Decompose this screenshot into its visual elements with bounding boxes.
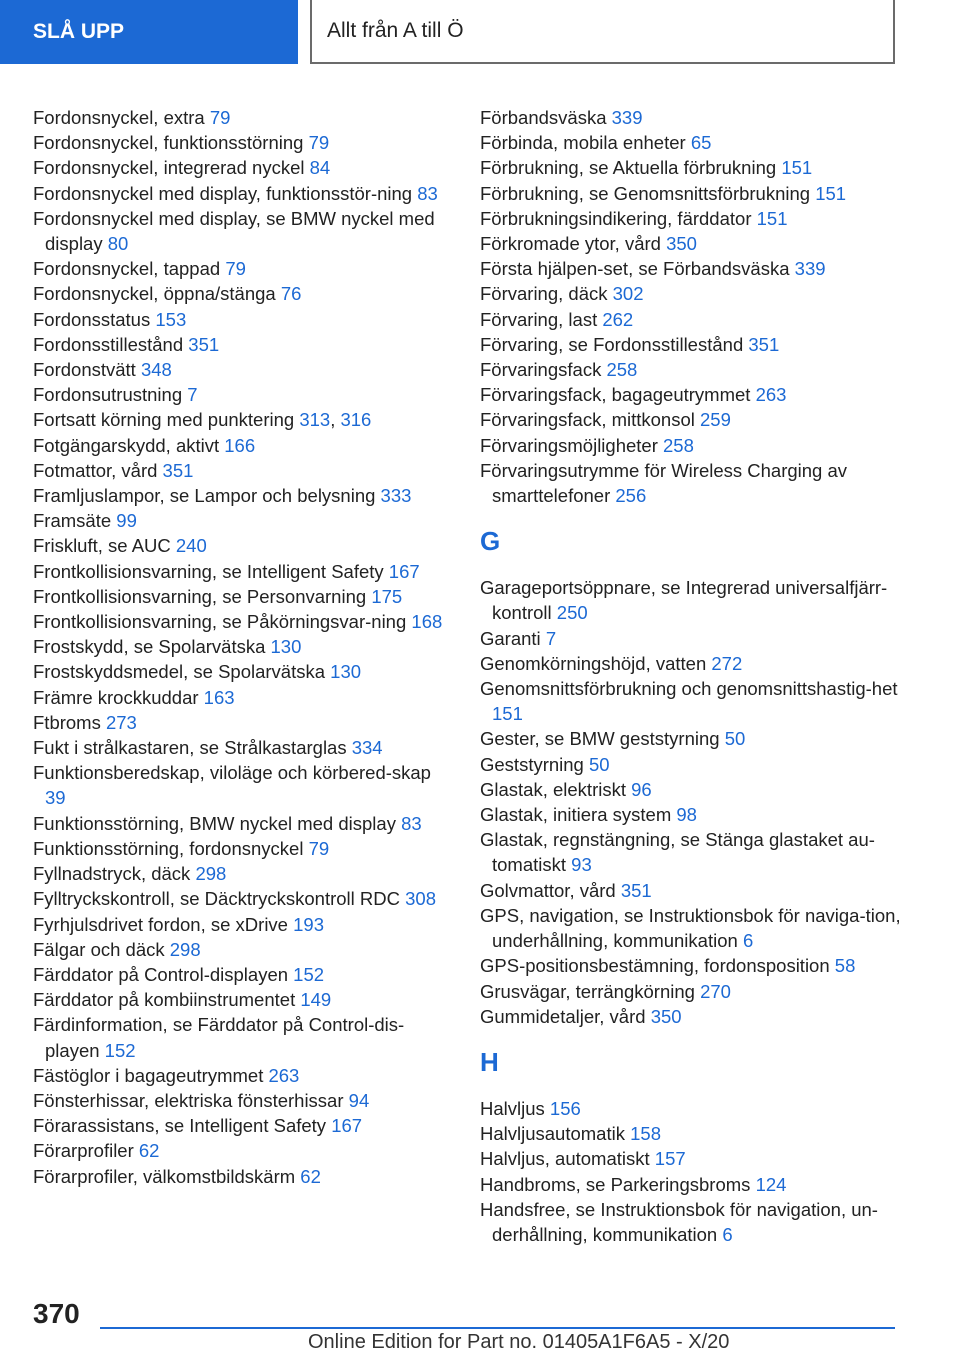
index-entry-text: Genomkörningshöjd, vatten bbox=[480, 652, 712, 674]
index-entry bbox=[480, 1172, 910, 1197]
index-entry-text: Förkromade ytor, vård bbox=[480, 233, 667, 255]
index-entry bbox=[33, 105, 453, 130]
page-link[interactable]: 130 bbox=[330, 661, 362, 683]
index-entry bbox=[480, 1197, 910, 1247]
index-entry bbox=[480, 726, 910, 751]
index-entry-text: Förvaring, last bbox=[480, 308, 603, 330]
index-entry bbox=[33, 1138, 453, 1163]
index-entry bbox=[33, 256, 453, 281]
index-column-left bbox=[33, 105, 453, 1189]
index-entry-text: Halvljusautomatik bbox=[480, 1123, 631, 1145]
index-entry bbox=[33, 1113, 453, 1138]
page-link[interactable]: 50 bbox=[724, 728, 746, 750]
index-entry-text: Förvaringsmöjligheter bbox=[480, 434, 664, 456]
index-entry-text: Funktionsstörning, BMW nyckel med display bbox=[33, 812, 402, 834]
page-link[interactable]: 351 bbox=[162, 459, 194, 481]
index-entry bbox=[33, 281, 453, 306]
index-entry bbox=[33, 735, 453, 760]
page-link[interactable]: 262 bbox=[602, 308, 634, 330]
index-entry-text: Fordonsnyckel, tappad bbox=[33, 258, 226, 280]
index-entry bbox=[33, 710, 453, 735]
index-entry-text: Färdinformation, se Färddator på Control-dis-playen bbox=[33, 1014, 405, 1061]
index-entry bbox=[480, 206, 910, 231]
index-entry-text: Fyrhjulsdrivet fordon, se xDrive bbox=[33, 913, 294, 935]
index-entry-text: Fotmattor, vård bbox=[33, 459, 163, 481]
index-entry-text: Fordonsnyckel, extra bbox=[33, 107, 210, 128]
index-entry bbox=[480, 626, 910, 651]
index-entry bbox=[480, 382, 910, 407]
page-link[interactable]: 151 bbox=[756, 207, 788, 229]
index-entry-text: Golvmattor, vård bbox=[480, 879, 621, 901]
index-column-right bbox=[480, 105, 910, 1247]
page-link[interactable]: 153 bbox=[155, 308, 187, 330]
page-link[interactable]: 65 bbox=[690, 132, 712, 154]
index-entry-text: Förvaringsfack, mittkonsol bbox=[480, 409, 701, 431]
page-link[interactable]: 308 bbox=[405, 888, 436, 910]
index-entry bbox=[33, 458, 453, 483]
index-entry-text: Förvaring, se Fordonsstillestånd bbox=[480, 333, 749, 355]
section-tab-label: SLÅ UPP bbox=[33, 20, 125, 43]
index-entry-text: Fyllnadstryck, däck bbox=[33, 863, 196, 885]
index-entry-text: Garanti bbox=[480, 627, 546, 649]
page-link[interactable]: 79 bbox=[225, 258, 246, 280]
page-link[interactable]: 151 bbox=[492, 703, 523, 725]
index-entry bbox=[480, 155, 910, 180]
index-entry-text: Fordonsstillestånd bbox=[33, 333, 189, 355]
index-entry bbox=[480, 827, 910, 877]
index-entry-text: Funktionsberedskap, viloläge och körbered-skap bbox=[33, 762, 431, 784]
index-entry-text: Frostskydd, se Spolarvätska bbox=[33, 636, 271, 658]
index-entry bbox=[33, 886, 453, 911]
page-link[interactable]: 298 bbox=[195, 863, 227, 885]
page-link[interactable]: 149 bbox=[300, 989, 332, 1011]
page-link[interactable]: 334 bbox=[351, 737, 383, 759]
page-link[interactable]: 240 bbox=[175, 535, 207, 557]
index-entry bbox=[480, 1146, 910, 1171]
index-entry bbox=[480, 1004, 910, 1029]
index-entry bbox=[480, 878, 910, 903]
index-entry-text: Färddator på Control-displayen bbox=[33, 963, 294, 985]
index-entry bbox=[480, 281, 910, 306]
page-link[interactable]: 351 bbox=[620, 879, 652, 901]
page-link[interactable]: 193 bbox=[293, 913, 324, 935]
index-entry bbox=[33, 685, 453, 710]
index-entry bbox=[33, 609, 453, 634]
index-entry-text: Förarassistans, se Intelligent Safety bbox=[33, 1115, 332, 1137]
section-title: Allt från A till Ö bbox=[327, 19, 464, 42]
index-entry-text: Gester, se BMW geststyrning bbox=[480, 728, 725, 750]
section-tab[interactable] bbox=[0, 0, 298, 64]
index-entry bbox=[33, 659, 453, 684]
index-entry-text: Förbinda, mobila enheter bbox=[480, 132, 691, 154]
index-entry-text: Förvaringsfack bbox=[480, 359, 607, 381]
index-entry bbox=[480, 332, 910, 357]
index-entry-text: Förbrukning, se Genomsnittsförbrukning bbox=[480, 182, 816, 204]
section-title-box bbox=[310, 0, 895, 64]
index-entry-text: Glastak, initiera system bbox=[480, 804, 677, 826]
page-link[interactable]: 316 bbox=[340, 409, 372, 431]
index-entry bbox=[33, 533, 453, 558]
page-link[interactable]: 270 bbox=[700, 980, 731, 1002]
index-entry bbox=[33, 433, 453, 458]
index-entry bbox=[480, 802, 910, 827]
page-link[interactable]: 130 bbox=[270, 636, 302, 658]
page-link[interactable]: 50 bbox=[589, 753, 610, 775]
index-entry bbox=[33, 584, 453, 609]
page-link[interactable]: 158 bbox=[630, 1123, 661, 1145]
page-link[interactable]: 258 bbox=[606, 359, 638, 381]
page-link[interactable]: 350 bbox=[650, 1005, 682, 1027]
index-entry bbox=[33, 861, 453, 886]
page-link[interactable]: 94 bbox=[348, 1089, 370, 1111]
index-entry-text: Fukt i strålkastaren, se Strålkastarglas bbox=[33, 737, 352, 759]
index-entry: Fortsatt körning med punktering 313, 316 bbox=[33, 409, 372, 431]
index-entry-text: Fordonsstatus bbox=[33, 308, 156, 330]
index-entry-text: Fortsatt körning med punktering bbox=[33, 409, 300, 431]
index-letter-heading: H bbox=[480, 1046, 499, 1077]
index-entry bbox=[480, 1096, 910, 1121]
index-entry bbox=[33, 508, 453, 533]
page-link[interactable]: 298 bbox=[169, 938, 201, 960]
index-entry bbox=[33, 307, 453, 332]
page-link[interactable]: 166 bbox=[224, 434, 256, 456]
index-entry-text: Fordonsutrustning bbox=[33, 384, 188, 406]
index-entry-text: GPS, navigation, se Instruktionsbok för naviga-tion, underhållning, kommunikation bbox=[480, 904, 901, 952]
index-entry bbox=[480, 903, 910, 953]
page-link[interactable]: 250 bbox=[556, 602, 588, 624]
page-link[interactable]: 80 bbox=[107, 233, 129, 255]
page-link[interactable]: 258 bbox=[663, 434, 694, 456]
index-entry bbox=[33, 155, 453, 180]
index-entry bbox=[33, 357, 453, 382]
index-entry-text: Fästöglor i bagageutrymmet bbox=[33, 1064, 269, 1086]
index-entry bbox=[33, 760, 453, 810]
index-entry bbox=[33, 836, 453, 861]
index-entry-text: Förvaringsfack, bagageutrymmet bbox=[480, 384, 756, 406]
page-link[interactable]: 175 bbox=[371, 585, 403, 607]
index-entry-text: GPS-positionsbestämning, fordonsposition bbox=[480, 955, 835, 977]
index-entry bbox=[480, 130, 910, 155]
index-entry bbox=[33, 181, 453, 206]
index-entry bbox=[33, 634, 453, 659]
page-link[interactable]: 39 bbox=[45, 787, 66, 809]
index-entry-text: Genomsnittsförbrukning och genomsnittshastig-het bbox=[480, 678, 898, 700]
index-entry-text: Fotgängarskydd, aktivt bbox=[33, 434, 225, 456]
index-entry bbox=[33, 382, 453, 407]
index-entry-text: Funktionsstörning, fordonsnyckel bbox=[33, 837, 309, 859]
index-entry-text: Halvljus bbox=[480, 1097, 550, 1119]
index-entry-text: Framljuslampor, se Lampor och belysning bbox=[33, 485, 381, 507]
index-entry bbox=[33, 206, 453, 256]
page-link[interactable]: 263 bbox=[268, 1064, 300, 1086]
page-link[interactable]: 339 bbox=[611, 107, 643, 128]
footer-divider bbox=[100, 1327, 895, 1329]
index-entry-text: Halvljus, automatiskt bbox=[480, 1148, 655, 1170]
page-link[interactable]: 256 bbox=[615, 485, 647, 507]
index-entry bbox=[480, 458, 910, 508]
page-link[interactable]: 333 bbox=[380, 485, 412, 507]
index-entry-text: Främre krockkuddar bbox=[33, 686, 204, 708]
index-entry-text: Fordonsnyckel, funktionsstörning bbox=[33, 132, 309, 154]
index-entry-text: Garageportsöppnare, se Integrerad universalfjärr-kontroll bbox=[480, 577, 888, 624]
index-entry bbox=[33, 1012, 453, 1062]
page-link[interactable]: 76 bbox=[280, 283, 302, 305]
index-entry bbox=[33, 962, 453, 987]
page-link[interactable]: 302 bbox=[612, 283, 644, 305]
index-entry-text: Glastak, elektriskt bbox=[480, 778, 632, 800]
page-link[interactable]: 6 bbox=[742, 930, 754, 952]
page-link[interactable]: 7 bbox=[545, 627, 557, 649]
index-entry-text: Fordonstvätt bbox=[33, 359, 141, 381]
page-link[interactable]: 152 bbox=[104, 1039, 136, 1061]
index-entry-text: Förvaring, däck bbox=[480, 283, 613, 305]
page-link[interactable]: 151 bbox=[815, 182, 847, 204]
index-entry-text: Handbroms, se Parkeringsbroms bbox=[480, 1173, 756, 1195]
index-entry bbox=[33, 1164, 453, 1189]
page-link[interactable]: 313 bbox=[299, 409, 331, 431]
page-link[interactable]: 348 bbox=[140, 359, 172, 381]
page-link[interactable]: 152 bbox=[293, 963, 325, 985]
index-entry-text: Förvaringsutrymme för Wireless Charging av smarttelefoner bbox=[480, 459, 848, 507]
index-entry-text: Glastak, regnstängning, se Stänga glastaket au-tomatiskt bbox=[480, 829, 875, 876]
index-entry-text: Gummidetaljer, vård bbox=[480, 1005, 651, 1027]
index-entry bbox=[480, 181, 910, 206]
index-entry-text: Färddator på kombiinstrumentet bbox=[33, 989, 301, 1011]
page-link[interactable]: 7 bbox=[187, 384, 198, 406]
index-entry-text: Fälgar och däck bbox=[33, 938, 170, 960]
page-link[interactable]: 96 bbox=[631, 778, 652, 800]
index-entry bbox=[33, 912, 453, 937]
page-link[interactable]: 273 bbox=[105, 711, 137, 733]
page-link[interactable]: 156 bbox=[549, 1097, 581, 1119]
page-link[interactable]: 79 bbox=[308, 132, 330, 154]
index-entry-text: Fordonsnyckel, öppna/stänga bbox=[33, 283, 281, 305]
index-entry-text: Frontkollisionsvarning, se Personvarning bbox=[33, 585, 372, 607]
index-entry bbox=[480, 1121, 910, 1146]
index-entry bbox=[480, 307, 910, 332]
page-link[interactable]: 62 bbox=[138, 1140, 160, 1162]
index-entry bbox=[480, 953, 910, 978]
page-link[interactable]: 99 bbox=[116, 510, 137, 532]
page-link[interactable]: 124 bbox=[755, 1173, 787, 1195]
index-entry-text: Fönsterhissar, elektriska fönsterhissar bbox=[33, 1089, 349, 1111]
index-letter-heading: G bbox=[480, 526, 501, 557]
index-entry bbox=[480, 231, 910, 256]
index-entry bbox=[480, 433, 910, 458]
page-link[interactable]: 79 bbox=[209, 107, 231, 128]
index-entry-text: Handsfree, se Instruktionsbok för navigation, un-derhållning, kommunikation bbox=[480, 1198, 878, 1245]
index-entry-text: Förbandsväska bbox=[480, 107, 612, 128]
footer-edition-text: Online Edition for Part no. 01405A1F6A5 - X/20 bbox=[308, 1331, 730, 1353]
page-link[interactable]: 259 bbox=[700, 409, 731, 431]
page-link[interactable]: 98 bbox=[676, 804, 697, 826]
index-entry bbox=[33, 1088, 453, 1113]
index-entry bbox=[33, 483, 453, 508]
index-entry bbox=[33, 559, 453, 584]
index-entry bbox=[33, 332, 453, 357]
page-link[interactable]: 272 bbox=[711, 652, 743, 674]
index-entry bbox=[33, 987, 453, 1012]
index-entry bbox=[33, 1063, 453, 1088]
index-entry bbox=[480, 105, 910, 130]
index-entry-text: Framsäte bbox=[33, 510, 117, 532]
page-link[interactable]: 79 bbox=[308, 837, 330, 859]
index-entry bbox=[480, 575, 910, 625]
page-link[interactable]: 62 bbox=[300, 1165, 321, 1187]
index-entry-text: Frontkollisionsvarning, se Intelligent Safety bbox=[33, 560, 389, 582]
index-entry-text: Frostskyddsmedel, se Spolarvätska bbox=[33, 661, 331, 683]
page-link[interactable]: 163 bbox=[203, 686, 235, 708]
index-entry-text: Fordonsnyckel med display, funktionsstör-ning bbox=[33, 182, 418, 204]
index-entry-text: Geststyrning bbox=[480, 753, 589, 775]
page-link[interactable]: 351 bbox=[748, 333, 780, 355]
page-link[interactable]: 339 bbox=[794, 258, 826, 280]
page-link[interactable]: 350 bbox=[666, 233, 697, 255]
index-entry bbox=[480, 979, 910, 1004]
page-link[interactable]: 83 bbox=[401, 812, 422, 834]
page-link[interactable]: 157 bbox=[654, 1148, 686, 1170]
page-number: 370 bbox=[33, 1298, 80, 1329]
index-entry-text: Grusvägar, terrängkörning bbox=[480, 980, 701, 1002]
page-link[interactable]: 263 bbox=[755, 384, 787, 406]
index-entry bbox=[480, 752, 910, 777]
page-link[interactable]: 151 bbox=[781, 157, 813, 179]
page-link[interactable]: 84 bbox=[309, 157, 331, 179]
index-entry bbox=[480, 256, 910, 281]
index-entry bbox=[33, 811, 453, 836]
index-entry-text: Första hjälpen-set, se Förbandsväska bbox=[480, 258, 795, 280]
index-entry bbox=[480, 651, 910, 676]
page-link[interactable]: 167 bbox=[331, 1115, 363, 1137]
index-entry-text: Förarprofiler, välkomstbildskärm bbox=[33, 1165, 301, 1187]
index-entry bbox=[480, 777, 910, 802]
index-entry bbox=[480, 407, 910, 432]
page-link[interactable]: 168 bbox=[411, 611, 443, 633]
index-entry-text: Ftbroms bbox=[33, 711, 106, 733]
index-entry-text: Fordonsnyckel, integrerad nyckel bbox=[33, 157, 310, 179]
index-entry-text: Frontkollisionsvarning, se Påkörningsvar-ning bbox=[33, 611, 412, 633]
index-entry-text: Förbrukningsindikering, färddator bbox=[480, 207, 757, 229]
page-link[interactable]: 167 bbox=[388, 560, 420, 582]
page-link[interactable]: 6 bbox=[722, 1223, 733, 1245]
page-link[interactable]: 93 bbox=[571, 854, 592, 876]
page-link[interactable]: 58 bbox=[834, 955, 856, 977]
index-entry bbox=[33, 130, 453, 155]
index-entry-text: Förarprofiler bbox=[33, 1140, 139, 1162]
index-entry-text: Fylltryckskontroll, se Däcktryckskontroll RDC bbox=[33, 888, 406, 910]
index-entry bbox=[480, 676, 910, 726]
page-link[interactable]: 83 bbox=[417, 182, 438, 204]
index-entry-text: Förbrukning, se Aktuella förbrukning bbox=[480, 157, 782, 179]
index-entry-text: Fordonsnyckel med display, se BMW nyckel med display bbox=[33, 207, 435, 255]
index-entry-text: Friskluft, se AUC bbox=[33, 535, 176, 557]
index-entry bbox=[480, 357, 910, 382]
index-entry bbox=[33, 937, 453, 962]
page-link[interactable]: 351 bbox=[188, 333, 220, 355]
